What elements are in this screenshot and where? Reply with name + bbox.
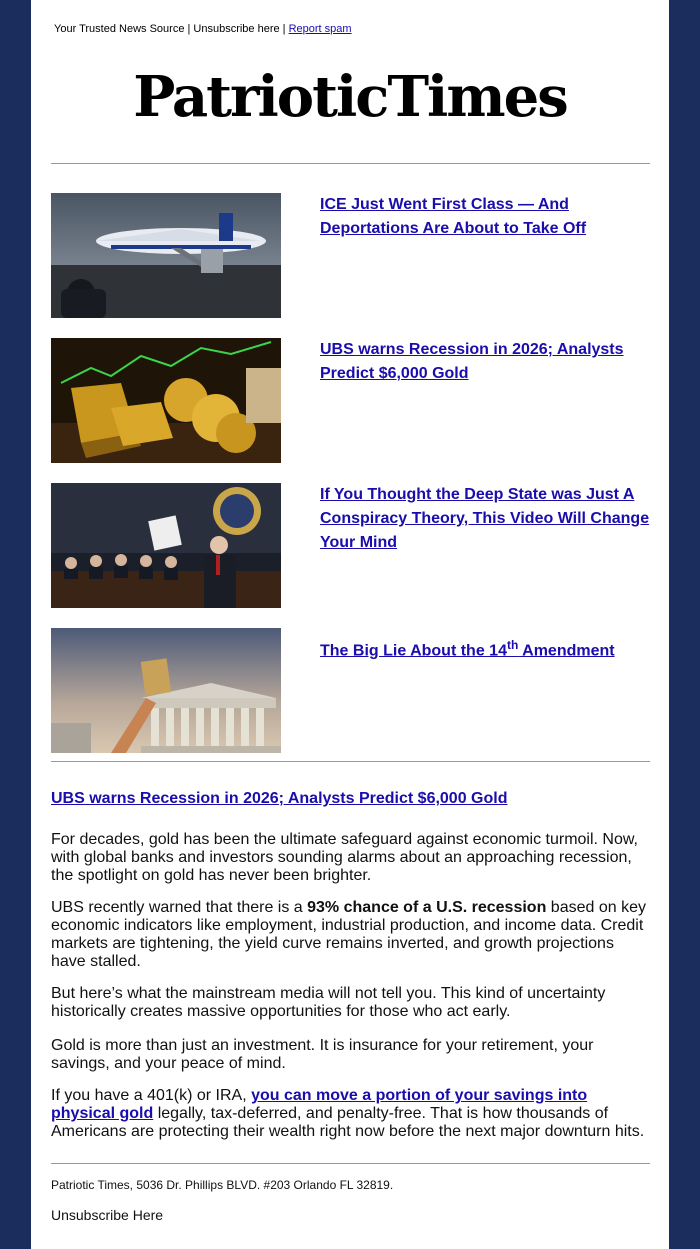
report-spam-link[interactable]: Report spam [288, 23, 352, 35]
supreme-court-image[interactable] [51, 628, 281, 753]
paragraph-5-end: legally, tax-deferred, and penalty-free. That is how thousands of Americans are protecting their wealth right now before the next major downturn hits. [51, 1105, 645, 1140]
email-body [31, 0, 669, 1249]
paragraph-3: But here’s what the mainstream media will not tell you. This kind of uncertainty historically creates massive opportunities for those who act early. [51, 985, 606, 1020]
paragraph-5 [51, 1087, 651, 1141]
story-4-title-sup: th [506, 638, 519, 652]
story-4-title-main: The Big Lie About the 14 [320, 642, 507, 660]
top-bar [54, 23, 352, 35]
story-link-4[interactable] [320, 633, 650, 663]
divider [51, 163, 650, 164]
tagline-text: Your Trusted News Source | Unsubscribe here | [54, 23, 289, 35]
divider [51, 761, 650, 762]
plane-boarding-image[interactable] [51, 193, 281, 318]
gold-bars-image[interactable] [51, 338, 281, 463]
hearing-image[interactable] [51, 483, 281, 608]
paragraph-2-end: based on key economic indicators like employment, industrial production, and income data. Credit markets are tightening, the yield curve remains inverted, and growth projections have stalled. [51, 899, 646, 970]
divider [51, 1163, 650, 1164]
paragraph-1: For decades, gold has been the ultimate safeguard against economic turmoil. Now, with global banks and investors sounding alarms about an approaching recession, the spotlight on gold has never been brighter. [51, 831, 638, 884]
paragraph-5-start: If you have a 401(k) or IRA, [51, 1087, 252, 1104]
gold-ira-link[interactable]: you can move a portion of your savings into physical gold [51, 1087, 588, 1122]
masthead-logo: PatrioticTimes [133, 64, 567, 130]
story-link-2[interactable]: UBS warns Recession in 2026; Analysts Predict $6,000 Gold [320, 341, 624, 382]
paragraph-2-start: UBS recently warned that there is a [51, 899, 308, 916]
paragraph-2-bold: 93% chance of a U.S. recession [307, 899, 547, 916]
footer-unsubscribe-link[interactable]: Unsubscribe Here [51, 1207, 164, 1223]
paragraph-4: Gold is more than just an investment. It is insurance for your retirement, your savings, and your peace of mind. [51, 1037, 594, 1072]
story-link-3[interactable]: If You Thought the Deep State was Just A Conspiracy Theory, This Video Will Change Your Mind [320, 486, 650, 551]
feature-title-link[interactable]: UBS warns Recession in 2026; Analysts Predict $6,000 Gold [51, 790, 508, 807]
story-link-1[interactable]: ICE Just Went First Class — And Deportations Are About to Take Off [320, 196, 587, 237]
story-4-title-end: Amendment [518, 642, 615, 660]
paragraph-2 [51, 899, 651, 971]
footer-address: Patriotic Times, 5036 Dr. Phillips BLVD. #203 Orlando FL 32819. [51, 1178, 394, 1192]
